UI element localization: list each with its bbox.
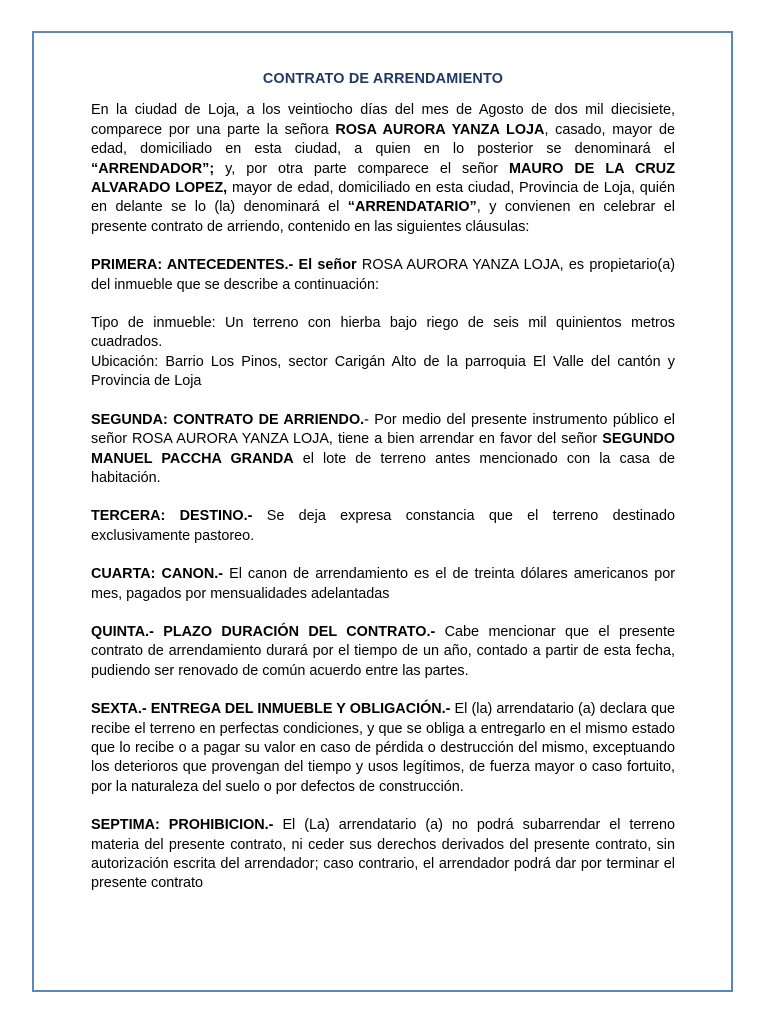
clause-sexta-heading: SEXTA.- ENTREGA DEL INMUEBLE Y OBLIGACIÓN.- — [91, 701, 451, 718]
clause-quinta-text: Cabe mencionar que el presente contrato de arrendamiento durará por el tiempo de un año, contado a partir de esta fecha, pudiendo ser renovado de común acuerdo entre las partes. — [91, 623, 675, 679]
arrendatario-label: “ARRENDATARIO” — [347, 199, 477, 216]
clause-cuarta — [91, 565, 675, 604]
clause-primera-heading: PRIMERA: ANTECEDENTES.- El señor — [91, 257, 357, 274]
inmueble-ubicacion: Ubicación: Barrio Los Pinos, sector Carigán Alto de la parroquia El Valle del cantón y Provincia de Loja — [91, 353, 675, 390]
clause-segunda-text-2: el lote de terreno antes mencionado con la casa de habitación. — [91, 450, 676, 486]
intro-text-5: , y convienen en celebrar el presente contrato de arriendo, contenido en las siguientes cláusulas: — [91, 199, 675, 235]
clause-septima-heading: SEPTIMA: PROHIBICION.- — [91, 817, 274, 834]
arrendador-label: “ARRENDADOR”; — [91, 160, 215, 177]
tenant-name: SEGUNDO MANUEL PACCHA GRANDA — [91, 431, 675, 467]
document-title: CONTRATO DE ARRENDAMIENTO — [262, 71, 504, 87]
clause-tercera-heading: TERCERA: DESTINO.- — [91, 508, 253, 525]
clause-quinta — [91, 623, 675, 681]
clause-primera — [91, 256, 675, 295]
intro-paragraph — [91, 101, 675, 237]
clause-primera-text: ROSA AURORA YANZA LOJA, es propietario(a) del inmueble que se describe a continuación: — [91, 257, 675, 293]
clause-tercera — [91, 507, 675, 546]
clause-cuarta-text: El canon de arrendamiento es el de treinta dólares americanos por mes, pagados por mensualidades adelantadas — [91, 566, 675, 602]
arrendador-name: ROSA AURORA YANZA LOJA — [335, 121, 545, 138]
intro-text-3: y, por otra parte comparece el señor — [214, 160, 510, 177]
clause-cuarta-heading: CUARTA: CANON.- — [91, 566, 224, 583]
clause-quinta-heading: QUINTA.- PLAZO DURACIÓN DEL CONTRATO.- — [91, 623, 436, 640]
clause-sexta — [91, 700, 675, 797]
clause-segunda-text-1: - Por medio del presente instrumento público el señor ROSA AURORA YANZA LOJA, tiene a bien arrendar en favor del señor — [91, 411, 675, 448]
document-body — [91, 70, 675, 913]
clause-septima — [91, 816, 675, 894]
inmueble-tipo: Tipo de inmueble: Un terreno con hierba bajo riego de seis mil quinientos metros cuadrados. — [91, 315, 675, 351]
clause-segunda — [91, 411, 675, 489]
clause-septima-text: El (La) arrendatario (a) no podrá subarrendar el terreno materia del presente contrato, ni ceder sus derechos derivados del presente contrato, sin autorización escrita del arrendador; caso contrario, el arrendador podrá dar por terminar el presente contrato — [91, 817, 675, 892]
clause-segunda-heading: SEGUNDA: CONTRATO DE ARRIENDO. — [91, 411, 365, 428]
clause-sexta-text: El (la) arrendatario (a) declara que recibe el terreno en perfectas condiciones, y que se obliga a entregarlo en el mismo estado que lo recibe o a pagar su valor en caso de pérdida o destrucción del mismo, exceptuando los deterioros que provengan del tiempo y usos legítimos, de fuerza mayor o caso fortuito, por la naturaleza del suelo o por defectos de construcción. — [91, 701, 675, 795]
intro-text-4: mayor de edad, domiciliado en esta ciudad, Provincia de Loja, quién en delante se lo (la) denominará el — [91, 180, 675, 216]
arrendatario-name: MAURO DE LA CRUZ ALVARADO LOPEZ, — [91, 160, 675, 197]
clause-tercera-text: Se deja expresa constancia que el terreno destinado exclusivamente pastoreo. — [91, 508, 675, 544]
intro-text-1: En la ciudad de Loja, a los veintiocho días del mes de Agosto de dos mil diecisiete, comparece por una parte la señora — [91, 102, 675, 138]
intro-text-2: , casado, mayor de edad, domiciliado en esta ciudad, a quien en lo posterior se denominará el — [91, 121, 675, 158]
